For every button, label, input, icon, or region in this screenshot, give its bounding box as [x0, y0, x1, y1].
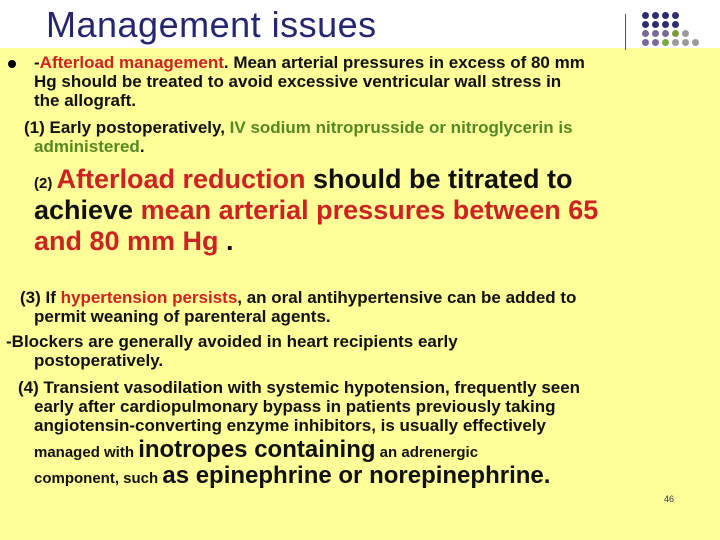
item3-tail: , an oral antihypertensive can be added to — [237, 288, 577, 307]
item2-number: (2) — [34, 175, 57, 192]
item2-line1 — [34, 164, 573, 199]
item2-mid: should be titrated to — [305, 164, 573, 194]
item2-red3: and 80 mm Hg — [34, 226, 219, 256]
item3-label: (3) If — [20, 288, 61, 307]
item3-red: hypertension persists — [60, 288, 238, 307]
item4-line1: (4) Transient vasodilation with systemic hypotension, frequently seen — [18, 378, 581, 397]
bullet1-term: Afterload management — [39, 53, 224, 72]
item4-line5 — [34, 462, 550, 493]
bullet1-prefix: - — [34, 53, 40, 72]
slide-title: Management issues — [46, 4, 377, 45]
item1-tail: . — [139, 137, 145, 156]
item4-small1: managed with — [34, 444, 139, 461]
item2-red2: mean arterial pressures between 65 — [140, 195, 599, 225]
bullet1-line3: the allograft. — [34, 91, 137, 110]
item1-highlight-2: administered — [34, 137, 140, 156]
item2-line2 — [34, 195, 598, 225]
item2-line3 — [34, 226, 234, 256]
page-number: 46 — [664, 494, 675, 504]
bullet1-text: . Mean arterial pressures in excess of 80 mm — [223, 53, 585, 72]
item4-big1: inotropes containing — [138, 436, 376, 463]
item1-line2 — [34, 137, 145, 156]
bullet1-line2: Hg should be treated to avoid excessive ventricular wall stress in — [34, 72, 562, 91]
item2-tail: . — [218, 226, 234, 256]
item3-line4: postoperatively. — [34, 351, 164, 370]
item3-line2: permit weaning of parenteral agents. — [34, 307, 331, 326]
item1-line1 — [24, 118, 573, 137]
item4-line2: early after cardiopulmonary bypass in patients previously taking — [34, 397, 556, 416]
item3-line3: -Blockers are generally avoided in heart recipients early — [6, 332, 458, 351]
item2-red1: Afterload reduction — [56, 164, 306, 194]
item3-line1 — [20, 288, 576, 307]
bullet1-line1 — [34, 53, 585, 72]
item4-small3: component, such — [34, 470, 163, 487]
title-divider — [625, 14, 626, 50]
item2-lead: achieve — [34, 195, 141, 225]
item1-highlight: IV sodium nitroprusside or nitroglycerin is — [229, 118, 573, 137]
decorative-dot-grid-icon — [640, 12, 720, 48]
item4-small2: an adrenergic — [375, 444, 479, 461]
item4-line3: angiotensin-converting enzyme inhibitors, is usually effectively — [34, 416, 547, 435]
item1-label: (1) Early postoperatively, — [24, 118, 230, 137]
bullet-dot-icon — [8, 60, 16, 68]
item4-big2: as epinephrine or norepinephrine. — [162, 462, 551, 489]
